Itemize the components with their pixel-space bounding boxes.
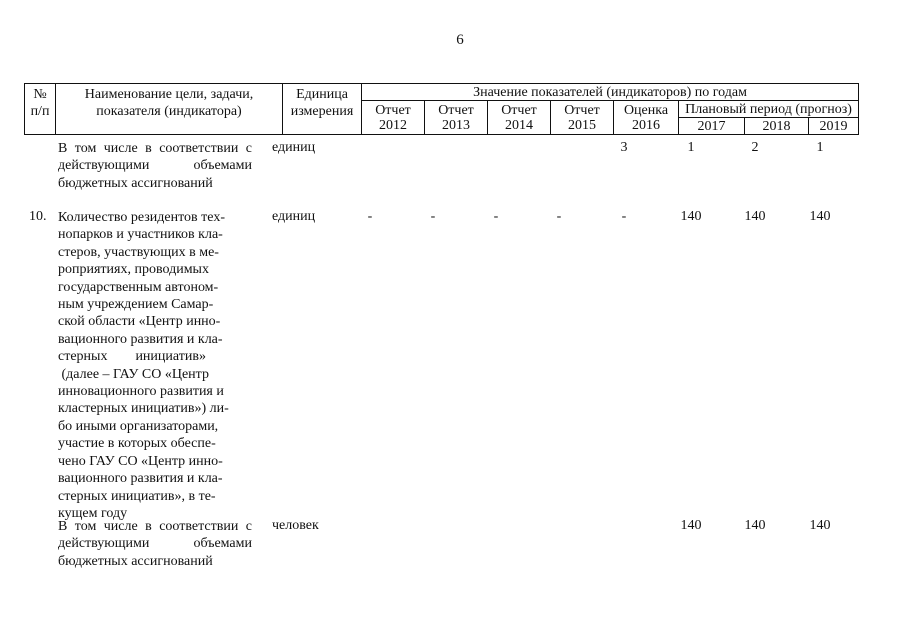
row-1-value-4: - [621,209,627,224]
row-1-name-line: чено ГАУ СО «Центр инно- [58,453,223,469]
row-1-name-line: государственным автоном- [58,279,219,295]
row-1-name-line: кущем году [58,505,128,521]
row-1-value-3: - [556,209,562,224]
header-plan-year-2: 2019 [809,118,859,135]
row-1-num: 10. [29,209,47,224]
header-year-value-1: 2013 [442,117,470,133]
header-values-group: Значение показателей (индикаторов) по годам [362,84,859,101]
header-year-label-1: Отчет [438,102,474,118]
header-year-col-2 [488,101,551,135]
row-1-value-7: 140 [809,209,831,224]
header-year-value-2: 2014 [505,117,533,133]
row-1-name-line: участие в которых обеспе- [58,436,216,452]
row-1-value-5: 140 [680,209,702,224]
row-1-name-line: (далее – ГАУ СО «Центр [58,366,209,382]
header-year-value-3: 2015 [568,117,596,133]
row-0-value-5: 1 [687,140,695,155]
row-1-name [58,209,252,522]
row-1-value-1: - [430,209,436,224]
header-year-value-4: 2016 [632,117,660,133]
row-1-name-line: бо иными организаторами, [58,418,219,434]
row-1-value-6: 140 [744,209,766,224]
header-year-value-0: 2012 [379,117,407,133]
row-1-name-line: вационного развития и кла- [58,331,223,347]
row-2-value-5: 140 [680,518,702,533]
header-name [56,84,283,135]
header-num-text: № п/п [30,87,50,119]
row-1-name-line: стерных инициатив» [58,349,206,365]
header-name-text: Наименование цели, задачи, показателя (индикатора) [84,87,254,119]
row-0-value-7: 1 [816,140,824,155]
row-1-value-0: - [367,209,373,224]
header-year-col-4 [614,101,679,135]
row-1-value-2: - [493,209,499,224]
row-2-value-7: 140 [809,518,831,533]
row-1-name-line: Количество резидентов тех- [58,210,225,225]
header-year-label-2: Отчет [501,102,537,118]
header-plan-group: Плановый период (прогноз) [679,101,859,118]
header-year-col-1 [425,101,488,135]
header-year-label-4: Оценка [623,102,669,118]
row-1-name-line: ным учреждением Самар- [58,297,214,313]
row-0-value-6: 2 [751,140,759,155]
row-2-unit: человек [272,518,319,533]
header-unit [283,84,362,135]
header-unit-text: Единица измерения [290,87,354,119]
header-year-label-0: Отчет [375,102,411,118]
row-1-name-line: кластерных инициатив») ли- [58,401,229,417]
row-0-name-text: В том числе в соответствии с действующими объемами бюджетных ассигнований [58,141,252,191]
row-1-name-line: роприятиях, проводимых [58,262,209,278]
row-1-name-line: нопарков и участников кла- [58,227,223,243]
row-1-unit: единиц [272,209,316,224]
row-1-name-line: стеров, участвующих в ме- [58,244,219,260]
row-0-value-4: 3 [620,140,628,155]
row-1-name-line: ской области «Центр инно- [58,314,221,330]
header-year-col-0 [362,101,425,135]
row-1-name-line: инновационного развития и [58,384,224,400]
row-1-name-line: вационного развития и кла- [58,471,223,487]
row-0-name [58,140,252,192]
header-plan-year-1: 2018 [745,118,809,135]
header-year-label-3: Отчет [564,102,600,118]
indicator-table-header [24,83,859,135]
row-0-unit: единиц [272,140,316,155]
header-year-col-3 [551,101,614,135]
row-1-name-line: стерных инициатив», в те- [58,488,216,504]
page-number: 6 [456,32,464,48]
row-2-name [58,518,252,570]
header-plan-year-0: 2017 [679,118,745,135]
row-2-value-6: 140 [744,518,766,533]
header-num [25,84,56,135]
row-2-name-text: В том числе в соответствии с действующими объемами бюджетных ассигнований [58,519,252,569]
